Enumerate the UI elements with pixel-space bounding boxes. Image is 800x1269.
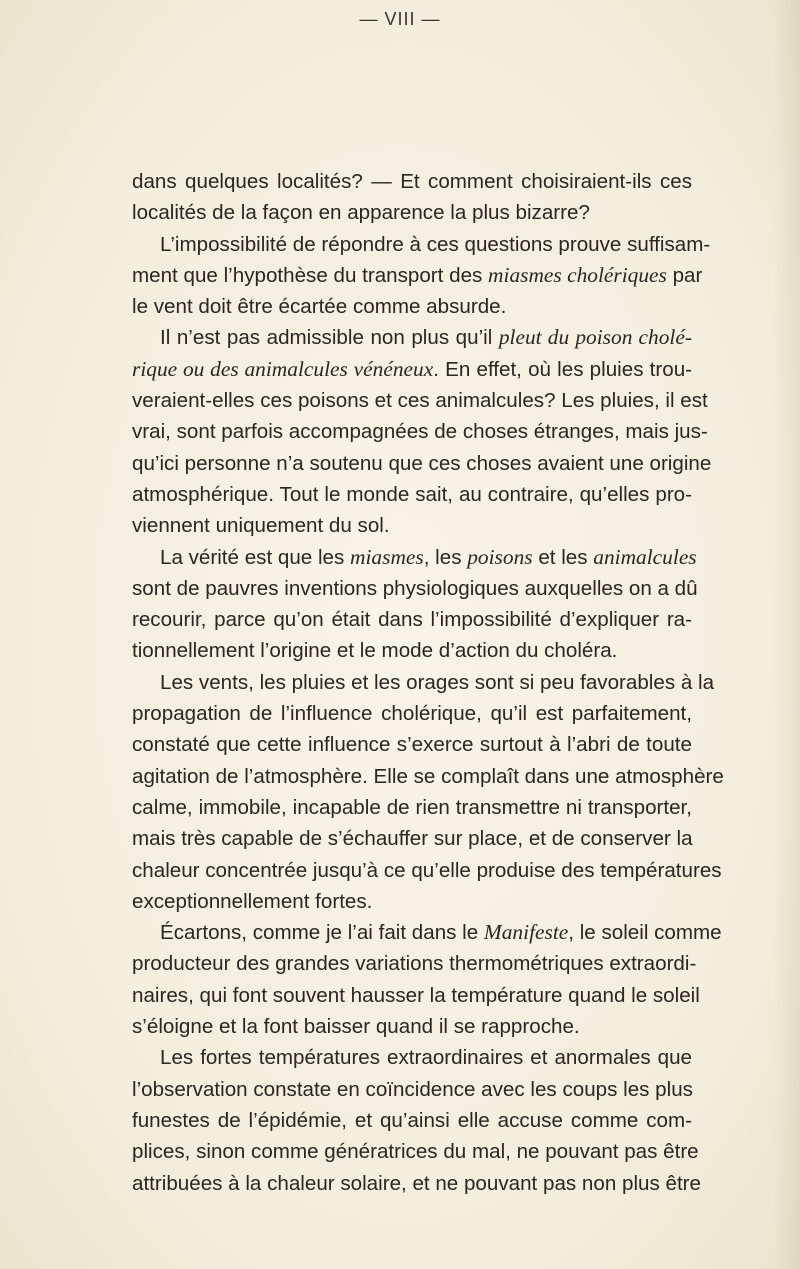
page-edge-shadow [772,0,800,1269]
paragraph-start-line: Écartons, comme je l’ai fait dans le Manifeste, le soleil comme [160,920,722,945]
text-line: chaleur concentrée jusqu’à ce qu’elle produise des températures [132,858,722,882]
paragraph-start-line: L’impossibilité de répondre à ces questions prouve suffisam- [160,232,711,256]
text-line: viennent uniquement du sol. [132,514,390,538]
italic-term: animalcules [593,544,697,569]
text-line: plices, sinon comme génératrices du mal, ne pouvant pas être [132,1140,699,1164]
text-line: qu’ici personne n’a soutenu que ces choses avaient une origine [132,451,712,475]
text-line: vrai, sont parfois accompagnées de choses étranges, mais jus- [132,420,708,444]
text-line: ment que l’hypothèse du transport des miasmes cholériques par [132,262,703,287]
text-line: producteur des grandes variations thermométriques extraordi- [132,952,697,976]
text-line: s’éloigne et la font baisser quand il se rapproche. [132,1015,580,1039]
italic-term: poisons [467,544,533,569]
text-line: attribuées à la chaleur solaire, et ne pouvant pas non plus être [132,1171,701,1195]
text-line: propagation de l’influence cholérique, qu’il est parfaitement, [132,702,692,726]
italic-term: Manifeste [483,920,569,945]
text-line: recourir, parce qu’on était dans l’impossibilité d’expliquer ra- [132,608,692,632]
text-line: tionnellement l’origine et le mode d’action du choléra. [132,639,618,663]
text-line: exceptionnellement fortes. [132,889,373,913]
text-line: naires, qui font souvent hausser la température quand le soleil [132,983,700,1007]
text-line: rique ou des animalcules vénéneux. En effet, où les pluies trou- [132,356,693,381]
body-text [132,166,724,1199]
page-number: — VIII — [359,9,441,29]
text-line: agitation de l’atmosphère. Elle se complaît dans une atmosphère [132,764,724,788]
text-line: mais très capable de s’échauffer sur place, et de conserver la [132,827,693,851]
paragraph-start-line: Il n’est pas admissible non plus qu’il pleut du poison cholé- [160,325,692,350]
text-line: veraient-elles ces poisons et ces animalcules? Les pluies, il est [132,389,708,413]
text-line: localités de la façon en apparence la plus bizarre? [132,201,590,225]
paragraph-start-line: Les vents, les pluies et les orages sont si peu favorables à la [160,670,715,694]
italic-term: pleut du poison cholé- [498,325,692,350]
text-line: calme, immobile, incapable de rien transmettre ni transporter, [132,795,692,819]
text-line: constaté que cette influence s’exerce surtout à l’abri de toute [132,733,692,757]
text-line: sont de pauvres inventions physiologiques auxquelles on a dû [132,576,698,600]
text-line: l’observation constate en coïncidence avec les coups les plus [132,1077,693,1101]
italic-term: miasmes [350,544,424,569]
italic-term: miasmes cholériques [488,262,667,287]
text-line: funestes de l’épidémie, et qu’ainsi elle accuse comme com- [132,1108,692,1132]
italic-term: rique ou des animalcules vénéneux [132,356,434,381]
paragraph-start-line: La vérité est que les miasmes, les poisons et les animalcules [160,544,697,569]
text-line: le vent doit être écartée comme absurde. [132,295,507,319]
paragraph-start-line: Les fortes températures extraordinaires et anormales que [160,1046,692,1070]
text-line: atmosphérique. Tout le monde sait, au contraire, qu’elles pro- [132,482,692,506]
text-line: dans quelques localités? — Et comment choisiraient-ils ces [132,170,692,193]
